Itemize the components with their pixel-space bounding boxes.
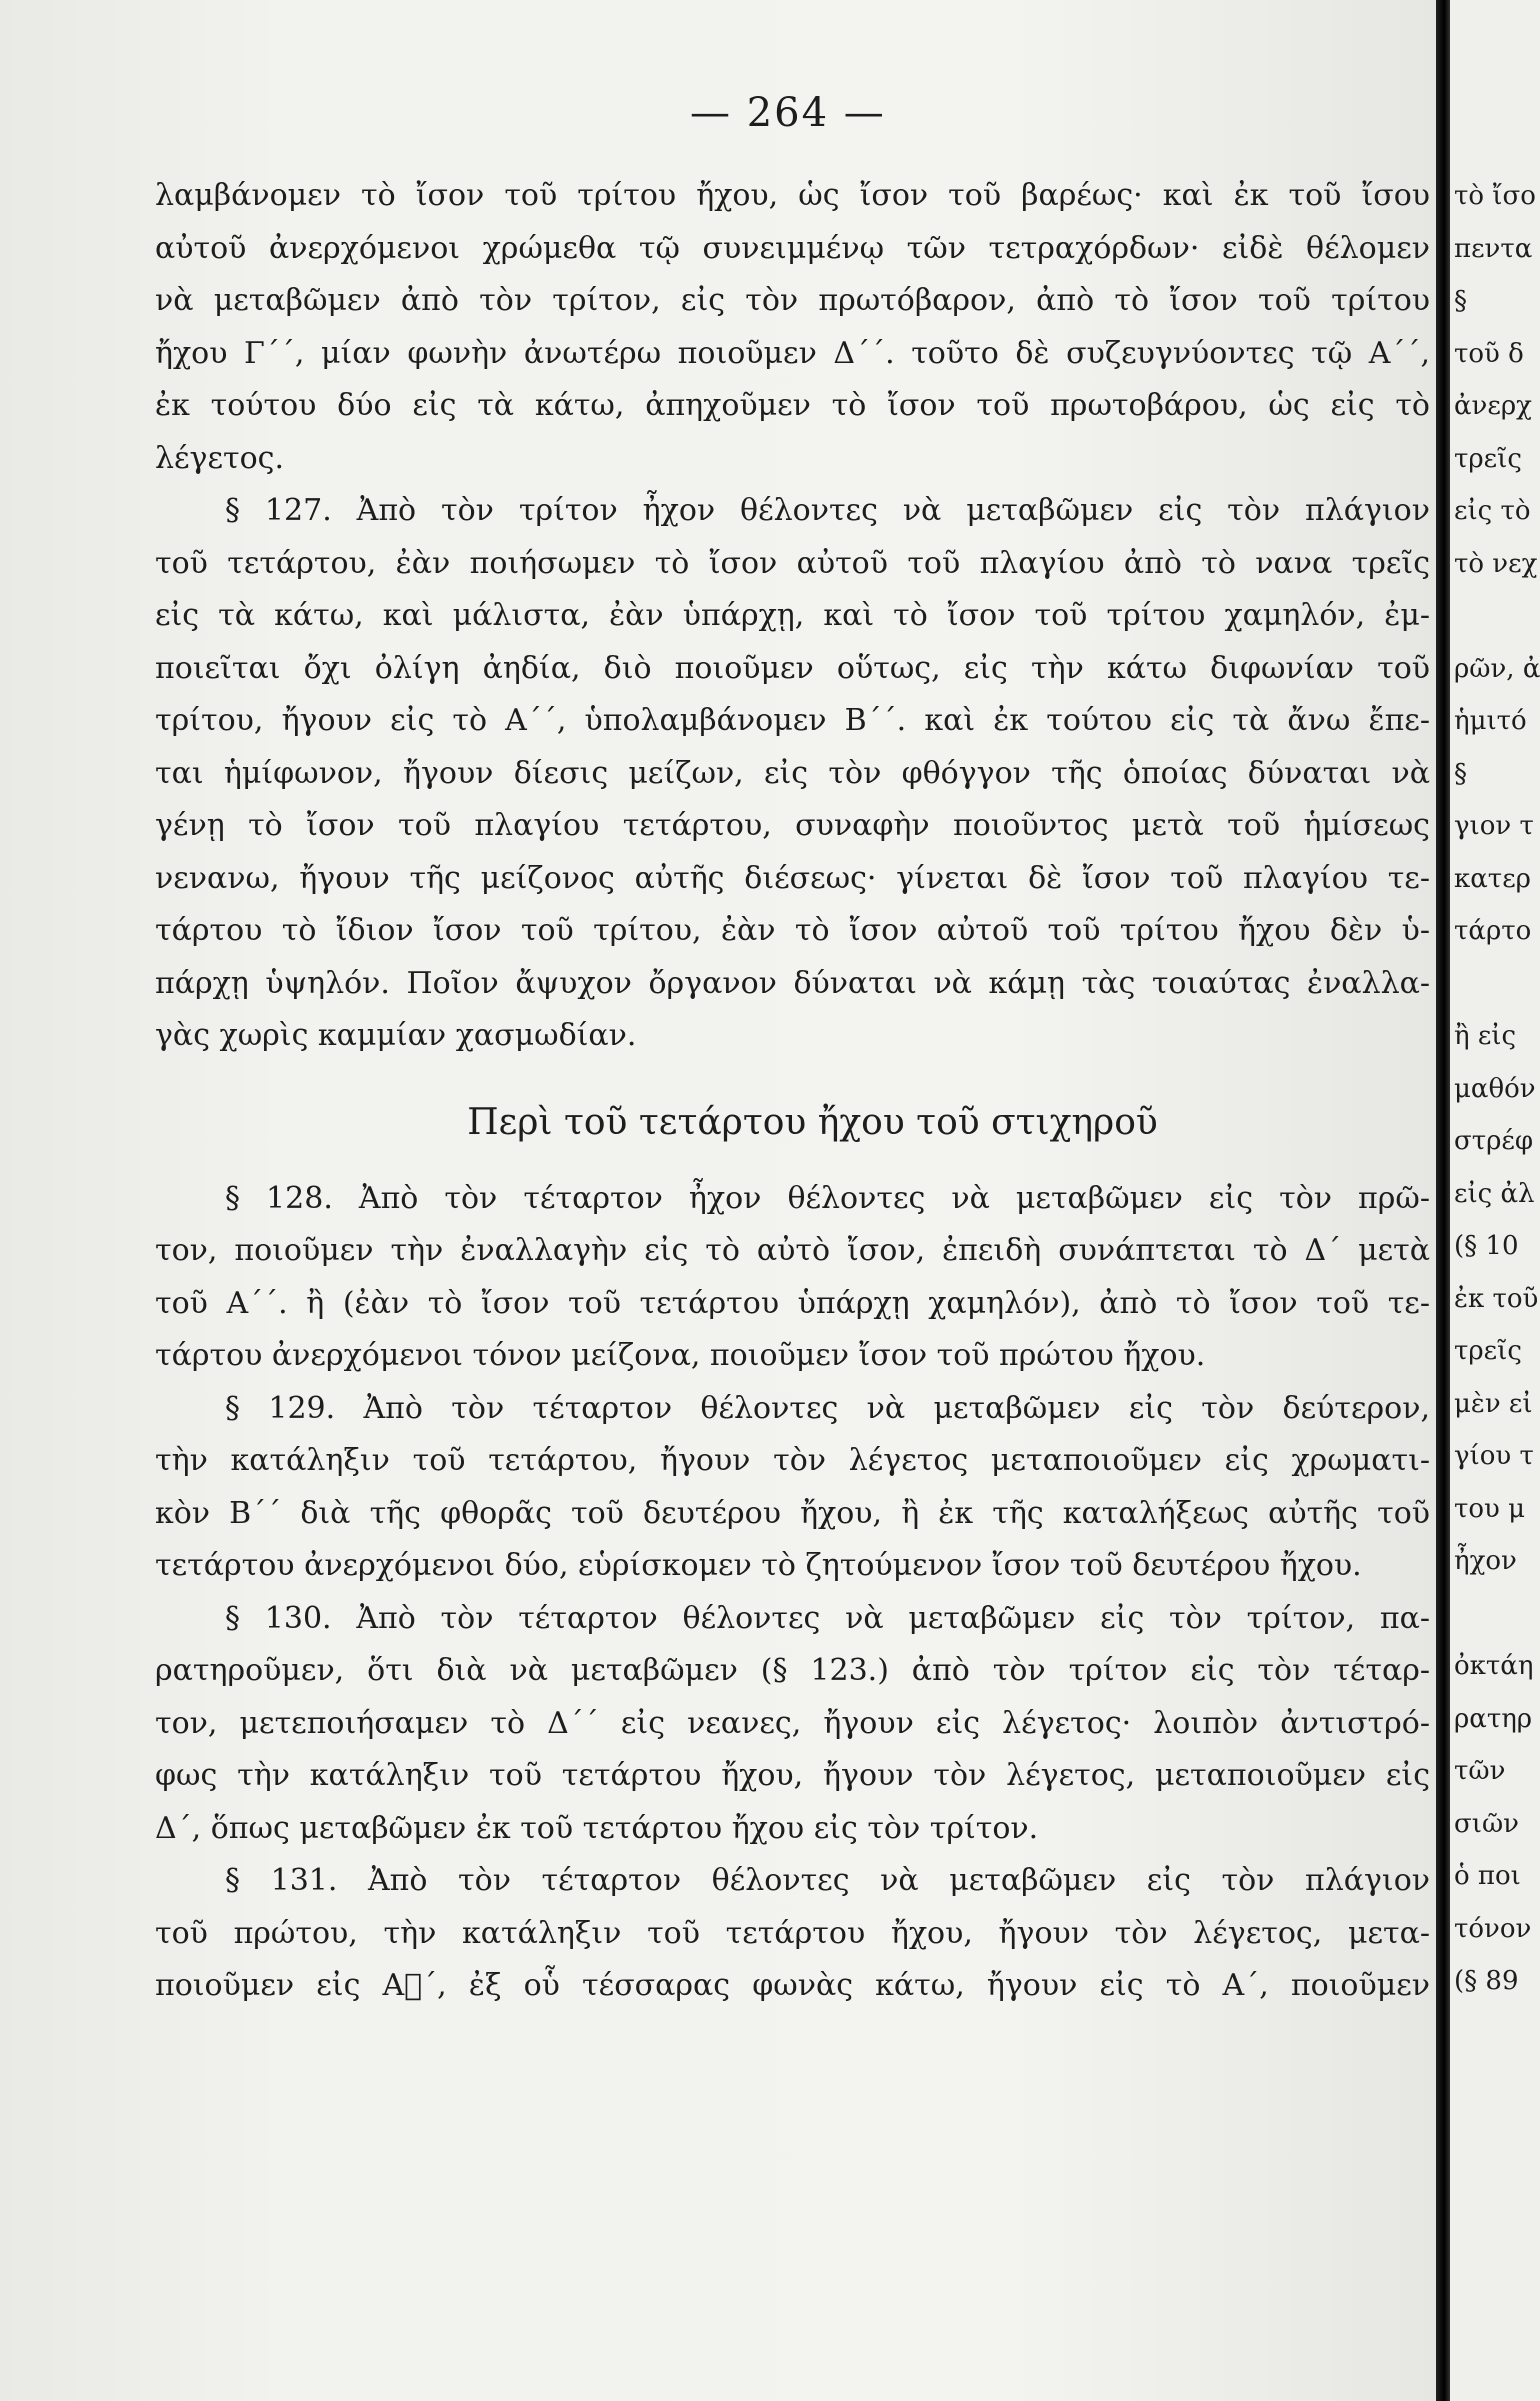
- text-line: § 131. Ἀπὸ τὸν τέταρτον θέλοντες νὰ μεταβῶμεν εἰς τὸν πλάγιον: [225, 1863, 1430, 1898]
- text-line: τάρτου τὸ ἴδιον ἴσον τοῦ τρίτου, ἐὰν τὸ ἴσον αὐτοῦ τοῦ τρίτου ἤχου δὲν ὑ-: [155, 913, 1430, 948]
- page-number: — 264 —: [690, 90, 886, 136]
- adjacent-page-fragment: (§ 89: [1454, 1966, 1519, 1996]
- text-line: τὴν κατάληξιν τοῦ τετάρτου, ἤγουν τὸν λέγετος μεταποιοῦμεν εἰς χρωματι-: [155, 1443, 1430, 1478]
- text-line: τοῦ πρώτου, τὴν κατάληξιν τοῦ τετάρτου ἤχου, ἤγουν τὸν λέγετος, μετα-: [155, 1915, 1430, 1951]
- text-line: τον, μετεποιήσαμεν τὸ Δ΄΄ εἰς νεανες, ἤγουν εἰς λέγετος· λοιπὸν ἀντιστρό-: [155, 1705, 1430, 1741]
- text-line: τον, ποιοῦμεν τὴν ἐναλλαγὴν εἰς τὸ αὐτὸ ἴσον, ἐπειδὴ συνάπτεται τὸ Δ΄ μετὰ: [155, 1233, 1430, 1268]
- text-line: αὐτοῦ ἀνερχόμενοι χρώμεθα τῷ συνειμμένῳ τῶν τετραχόρδων· εἰδὲ θέλομεν: [155, 230, 1430, 266]
- text-line: § 127. Ἀπὸ τὸν τρίτον ἦχον θέλοντες νὰ μεταβῶμεν εἰς τὸν πλάγιον: [225, 493, 1430, 528]
- adjacent-page-fragment: [1454, 958, 1540, 1011]
- adjacent-page-fragment: τὸ ἴσο: [1454, 181, 1536, 211]
- adjacent-page-fragment: εἰς ἀλ: [1454, 1178, 1535, 1209]
- adjacent-page-fragment: [1454, 590, 1540, 643]
- section-heading: Περὶ τοῦ τετάρτου ἤχου τοῦ στιχηροῦ: [467, 1101, 1158, 1143]
- text-line: § 128. Ἀπὸ τὸν τέταρτον ἦχον θέλοντες νὰ μεταβῶμεν εἰς τὸν πρῶ-: [225, 1180, 1430, 1216]
- adjacent-page-fragment: τῶν: [1454, 1756, 1506, 1786]
- adjacent-page-fragment: στρέφ: [1454, 1126, 1534, 1156]
- adjacent-page-fragment: ρατηρ: [1454, 1703, 1533, 1734]
- text-line: λαμβάνομεν τὸ ἴσον τοῦ τρίτου ἤχου, ὡς ἴσον τοῦ βαρέως· καὶ ἐκ τοῦ ἴσου: [155, 178, 1430, 213]
- text-line: ποιοῦμεν εἰς Α᪲΄, ἐξ οὗ τέσσαρας φωνὰς κάτω, ἤγουν εἰς τὸ Α΄, ποιοῦμεν: [155, 1968, 1430, 2003]
- adjacent-page-fragment: σιῶν: [1454, 1808, 1519, 1839]
- adjacent-page-fragment: ὀκτάη: [1454, 1651, 1534, 1681]
- text-line: πάρχῃ ὑψηλόν. Ποῖον ἄψυχον ὄργανον δύναται νὰ κάμῃ τὰς τοιαύτας ἐναλλα-: [155, 965, 1430, 1001]
- adjacent-page-fragment: [1454, 1588, 1540, 1641]
- adjacent-page-fragment: ἀνερχ: [1454, 391, 1532, 421]
- adjacent-page-fragment: §: [1454, 758, 1467, 789]
- adjacent-page-fragment: μαθόν: [1454, 1073, 1536, 1104]
- text-line: γὰς χωρὶς καμμίαν χασμωδίαν.: [155, 1018, 637, 1053]
- adjacent-page-fragment: γίου τ: [1454, 1441, 1534, 1471]
- text-line: κὸν Β΄΄ διὰ τῆς φθορᾶς τοῦ δευτέρου ἤχου, ἢ ἐκ τῆς καταλήξεως αὐτῆς τοῦ: [155, 1495, 1430, 1531]
- text-line: § 130. Ἀπὸ τὸν τέταρτον θέλοντες νὰ μεταβῶμεν εἰς τὸν τρίτον, πα-: [225, 1600, 1430, 1636]
- text-line: ρατηροῦμεν, ὅτι διὰ νὰ μεταβῶμεν (§ 123.) ἀπὸ τὸν τρίτον εἰς τὸν τέταρ-: [155, 1653, 1430, 1688]
- text-line: ποιεῖται ὄχι ὀλίγη ἀηδία, διὸ ποιοῦμεν οὕτως, εἰς τὴν κάτω διφωνίαν τοῦ: [155, 650, 1430, 686]
- adjacent-page-fragment: τρεῖς: [1454, 1336, 1522, 1366]
- text-line: εἰς τὰ κάτω, καὶ μάλιστα, ἐὰν ὑπάρχῃ, καὶ τὸ ἴσον τοῦ τρίτου χαμηλόν, ἐμ-: [155, 598, 1430, 633]
- text-line: τοῦ τετάρτου, ἐὰν ποιήσωμεν τὸ ἴσον αὐτοῦ τοῦ πλαγίου ἀπὸ τὸ νανα τρεῖς: [155, 545, 1430, 581]
- adjacent-page-text: [1454, 170, 1540, 2008]
- text-line: § 129. Ἀπὸ τὸν τέταρτον θέλοντες νὰ μεταβῶμεν εἰς τὸν δεύτερον,: [225, 1390, 1430, 1426]
- adjacent-page-fragment: ἦχον: [1454, 1546, 1517, 1576]
- paragraph-block-2: [155, 1173, 1430, 2013]
- text-line: νενανω, ἤγουν τῆς μείζονος αὐτῆς διέσεως· γίνεται δὲ ἴσον τοῦ πλαγίου τε-: [155, 860, 1430, 896]
- adjacent-page-fragment: τάρτο: [1454, 916, 1532, 946]
- adjacent-page-fragment: (§ 10: [1454, 1231, 1519, 1261]
- adjacent-page-fragment: τοῦ δ: [1454, 338, 1524, 369]
- text-line: φως τὴν κατάληξιν τοῦ τετάρτου ἤχου, ἤγουν τὸν λέγετος, μεταποιοῦμεν εἰς: [155, 1758, 1430, 1793]
- text-line: νὰ μεταβῶμεν ἀπὸ τὸν τρίτον, εἰς τὸν πρωτόβαρον, ἀπὸ τὸ ἴσον τοῦ τρίτου: [155, 283, 1430, 318]
- text-line: τρίτου, ἤγουν εἰς τὸ Α΄΄, ὑπολαμβάνομεν Β΄΄. καὶ ἐκ τούτου εἰς τὰ ἄνω ἔπε-: [155, 703, 1430, 738]
- text-line: τοῦ Α΄΄. ἢ (ἐὰν τὸ ἴσον τοῦ τετάρτου ὑπάρχῃ χαμηλόν), ἀπὸ τὸ ἴσον τοῦ τε-: [155, 1285, 1430, 1321]
- paragraph-block-1: [155, 170, 1430, 1063]
- text-line: γένῃ τὸ ἴσον τοῦ πλαγίου τετάρτου, συναφὴν ποιοῦντος μετὰ τοῦ ἡμίσεως: [155, 808, 1430, 843]
- adjacent-page-fragment: ἡμιτό: [1454, 706, 1527, 736]
- adjacent-page-fragment: ρῶν, ἀ: [1454, 653, 1540, 684]
- text-line: λέγετος.: [155, 440, 285, 476]
- text-line: Δ΄, ὅπως μεταβῶμεν ἐκ τοῦ τετάρτου ἤχου εἰς τὸν τρίτον.: [155, 1810, 1039, 1846]
- adjacent-page: [1450, 0, 1540, 2401]
- adjacent-page-fragment: τὸ νεχ: [1454, 548, 1538, 579]
- text-line: τάρτου ἀνερχόμενοι τόνον μείζονα, ποιοῦμεν ἴσον τοῦ πρώτου ἤχου.: [155, 1338, 1206, 1373]
- adjacent-page-fragment: τρεῖς: [1454, 443, 1522, 474]
- body-text: [155, 170, 1430, 2013]
- adjacent-page-fragment: γιον τ: [1454, 811, 1534, 841]
- adjacent-page-fragment: τόνον: [1454, 1913, 1532, 1944]
- adjacent-page-fragment: κατερ: [1454, 863, 1531, 894]
- adjacent-page-fragment: ὁ ποι: [1454, 1861, 1521, 1891]
- text-line: ται ἡμίφωνον, ἤγουν δίεσις μείζων, εἰς τὸν φθόγγον τῆς ὁποίας δύναται νὰ: [155, 755, 1430, 791]
- adjacent-page-fragment: §: [1454, 286, 1467, 316]
- adjacent-page-fragment: εἰς τὸ: [1454, 496, 1531, 526]
- text-line: ἐκ τούτου δύο εἰς τὰ κάτω, ἀπηχοῦμεν τὸ ἴσον τοῦ πρωτοβάρου, ὡς εἰς τὸ: [155, 388, 1430, 423]
- adjacent-page-fragment: ἢ εἰς: [1454, 1021, 1517, 1051]
- book-spine: [1436, 0, 1450, 2401]
- adjacent-page-fragment: πεντα: [1454, 233, 1533, 264]
- adjacent-page-fragment: ἐκ τοῦ: [1454, 1283, 1539, 1314]
- text-line: τετάρτου ἀνερχόμενοι δύο, εὑρίσκομεν τὸ ζητούμενον ἴσον τοῦ δευτέρου ἤχου.: [155, 1548, 1362, 1583]
- text-line: ἤχου Γ΄΄, μίαν φωνὴν ἀνωτέρω ποιοῦμεν Δ΄΄. τοῦτο δὲ συζευγνύοντες τῷ Α΄΄,: [155, 335, 1430, 371]
- adjacent-page-fragment: του μ: [1454, 1493, 1526, 1524]
- adjacent-page-fragment: μὲν εἰ: [1454, 1388, 1533, 1419]
